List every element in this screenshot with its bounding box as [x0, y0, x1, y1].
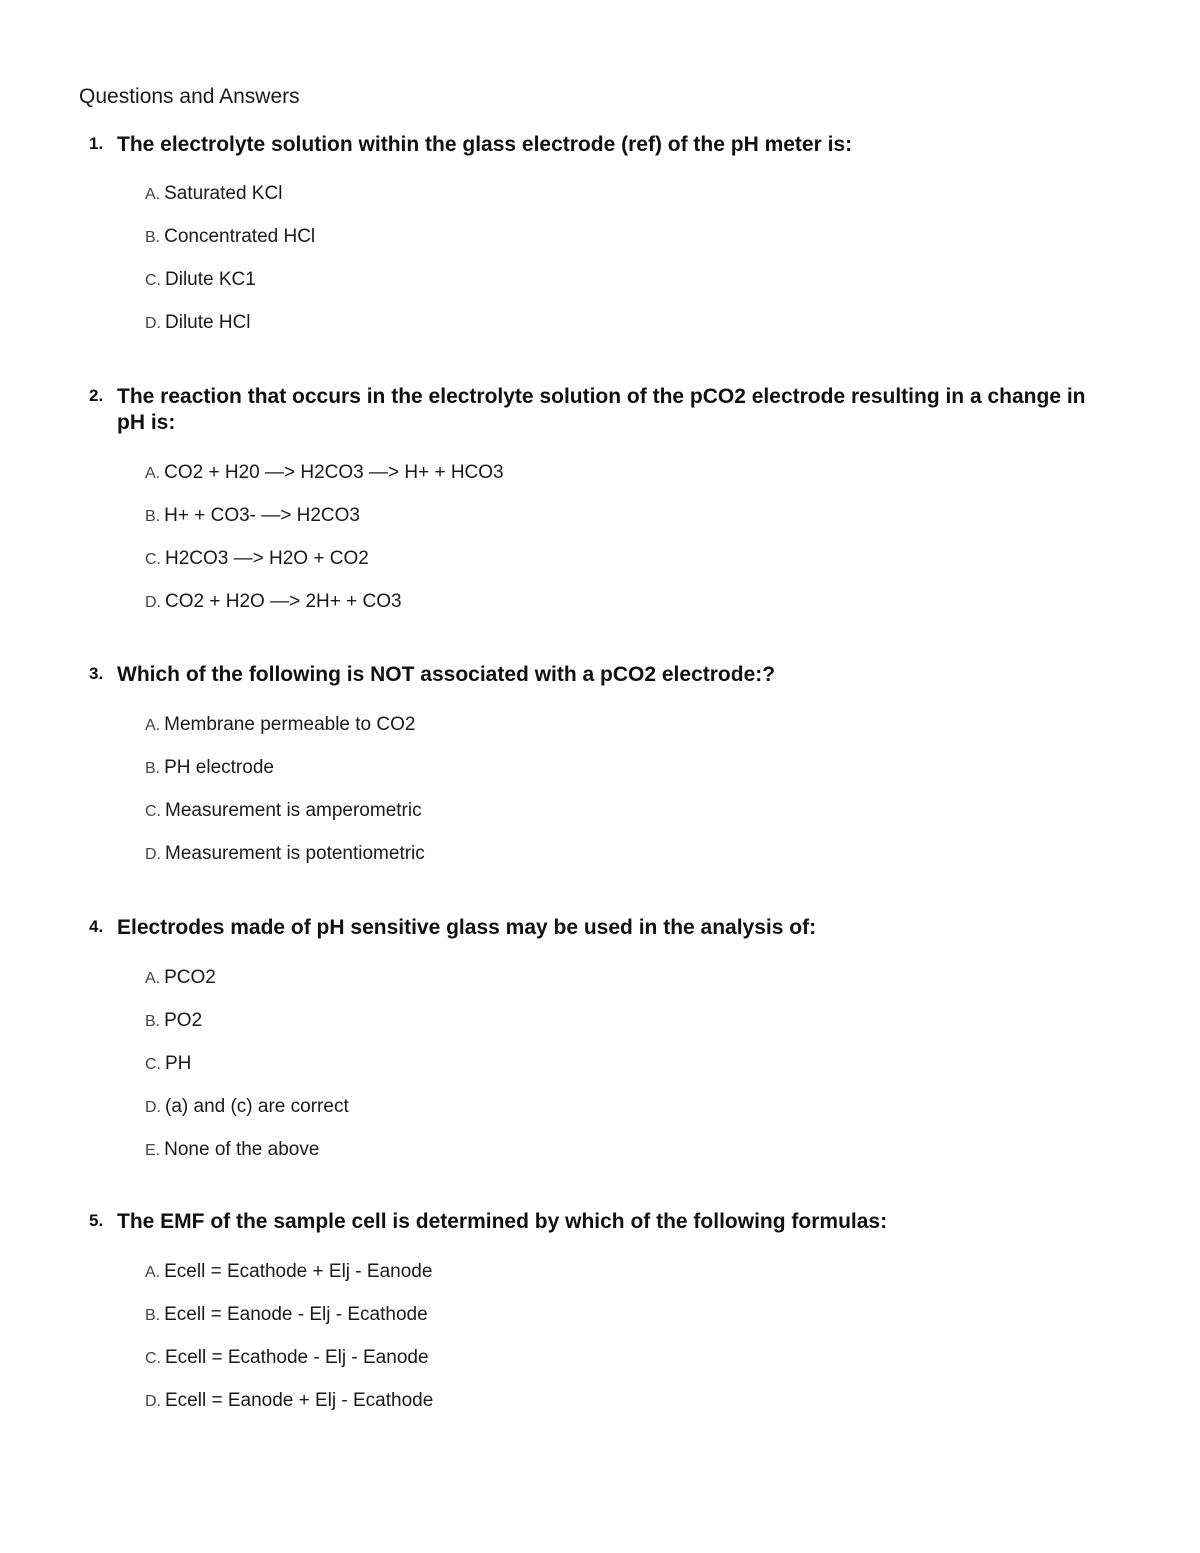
option-text: H2CO3 —> H2O + CO2: [165, 548, 369, 569]
option-text: Dilute HCl: [165, 312, 251, 333]
option-text: Saturated KCl: [164, 183, 283, 204]
answer-options: [145, 182, 315, 354]
answer-option[interactable]: [145, 225, 315, 268]
answer-options: [145, 966, 349, 1181]
option-letter: C.: [145, 551, 161, 568]
option-letter: D.: [145, 315, 161, 332]
answer-option[interactable]: [145, 756, 425, 799]
option-text: Concentrated HCl: [164, 226, 316, 247]
answer-option[interactable]: [145, 268, 315, 311]
option-text: PH: [165, 1053, 192, 1074]
question-text: Electrodes made of pH sensitive glass may be used in the analysis of:: [117, 916, 817, 939]
question-number: 1.: [89, 134, 104, 153]
option-letter: A.: [145, 465, 161, 482]
answer-option[interactable]: [145, 1095, 349, 1138]
answer-option[interactable]: [145, 504, 504, 547]
option-text: CO2 + H2O —> 2H+ + CO3: [165, 591, 402, 612]
option-letter: D.: [145, 1393, 161, 1410]
answer-option[interactable]: [145, 713, 425, 756]
option-letter: A.: [145, 186, 161, 203]
question-number: 3.: [89, 664, 104, 683]
option-letter: B.: [145, 1013, 161, 1030]
answer-option[interactable]: [145, 842, 425, 885]
option-letter: D.: [145, 846, 161, 863]
option-letter: C.: [145, 1350, 161, 1367]
question-number: 5.: [89, 1211, 104, 1230]
option-text: Ecell = Eanode + Elj - Ecathode: [165, 1390, 434, 1411]
answer-option[interactable]: [145, 966, 349, 1009]
question-text: Which of the following is NOT associated with a pCO2 electrode:?: [117, 663, 776, 686]
option-text: Membrane permeable to CO2: [164, 714, 416, 735]
answer-option[interactable]: [145, 1389, 433, 1432]
option-letter: B.: [145, 760, 161, 777]
answer-options: [145, 713, 425, 885]
answer-option[interactable]: [145, 1138, 349, 1181]
answer-option[interactable]: [145, 311, 315, 354]
option-text: PH electrode: [164, 757, 274, 778]
page-heading: Questions and Answers: [79, 85, 300, 108]
option-letter: C.: [145, 272, 161, 289]
option-letter: A.: [145, 1264, 161, 1281]
option-text: CO2 + H20 —> H2CO3 —> H+ + HCO3: [164, 462, 504, 483]
option-text: Measurement is potentiometric: [165, 843, 425, 864]
answer-option[interactable]: [145, 590, 504, 633]
option-letter: C.: [145, 803, 161, 820]
option-text: PCO2: [164, 967, 216, 988]
question-text: The electrolyte solution within the glass electrode (ref) of the pH meter is:: [117, 133, 853, 156]
answer-option[interactable]: [145, 1052, 349, 1095]
answer-option[interactable]: [145, 1346, 433, 1389]
answer-option[interactable]: [145, 547, 504, 590]
option-letter: B.: [145, 1307, 161, 1324]
answer-options: [145, 461, 504, 633]
option-letter: D.: [145, 594, 161, 611]
question-text: The reaction that occurs in the electrolyte solution of the pCO2 electrode resulting in a change in pH is:: [117, 385, 1086, 434]
answer-options: [145, 1260, 433, 1432]
option-letter: D.: [145, 1099, 161, 1116]
answer-option[interactable]: [145, 1009, 349, 1052]
option-letter: A.: [145, 970, 161, 987]
answer-option[interactable]: [145, 1260, 433, 1303]
option-letter: C.: [145, 1056, 161, 1073]
option-text: Ecell = Ecathode + Elj - Eanode: [164, 1261, 433, 1282]
option-letter: B.: [145, 508, 161, 525]
option-text: Measurement is amperometric: [165, 800, 422, 821]
option-text: None of the above: [164, 1139, 320, 1160]
option-letter: B.: [145, 229, 161, 246]
option-text: Ecell = Eanode - Elj - Ecathode: [164, 1304, 428, 1325]
answer-option[interactable]: [145, 461, 504, 504]
option-letter: E.: [145, 1142, 161, 1159]
option-text: Ecell = Ecathode - Elj - Eanode: [165, 1347, 429, 1368]
answer-option[interactable]: [145, 182, 315, 225]
question-number: 2.: [89, 386, 104, 405]
option-letter: A.: [145, 717, 161, 734]
option-text: H+ + CO3- —> H2CO3: [164, 505, 360, 526]
option-text: (a) and (c) are correct: [165, 1096, 349, 1117]
answer-option[interactable]: [145, 799, 425, 842]
question-text: The EMF of the sample cell is determined by which of the following formulas:: [117, 1210, 888, 1233]
question-number: 4.: [89, 917, 104, 936]
option-text: Dilute KC1: [165, 269, 256, 290]
answer-option[interactable]: [145, 1303, 433, 1346]
option-text: PO2: [164, 1010, 203, 1031]
